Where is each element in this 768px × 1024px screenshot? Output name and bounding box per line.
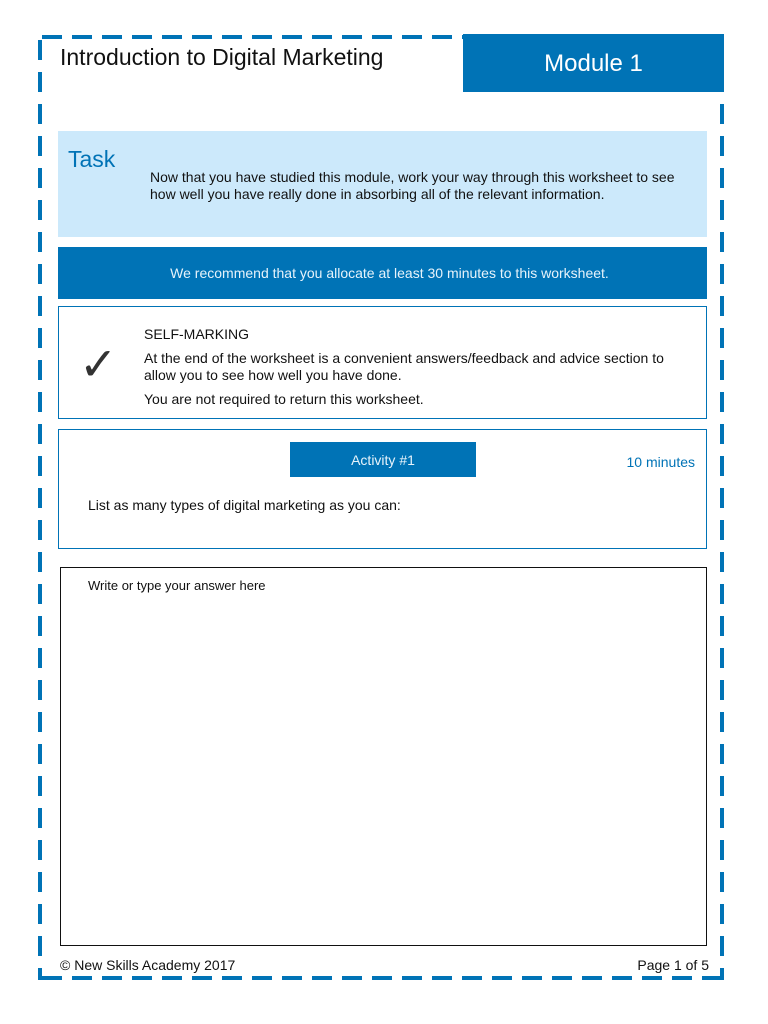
activity-label-text: Activity #1 bbox=[351, 451, 415, 468]
dashed-border-left bbox=[38, 40, 42, 980]
activity-panel bbox=[58, 429, 707, 549]
dashed-border-top bbox=[42, 35, 464, 39]
activity-label bbox=[290, 442, 476, 477]
recommendation-banner bbox=[58, 247, 707, 299]
self-marking-heading: SELF-MARKING bbox=[144, 326, 250, 342]
self-marking-text: At the end of the worksheet is a convenient answers/feedback and advice section to allow you to see how well you have done. bbox=[144, 350, 664, 383]
activity-time: 10 minutes bbox=[626, 454, 695, 470]
dashed-border-bottom bbox=[42, 976, 722, 980]
module-label: Module 1 bbox=[544, 50, 643, 77]
answer-placeholder: Write or type your answer here bbox=[88, 578, 266, 593]
footer-copyright: © New Skills Academy 2017 bbox=[60, 957, 236, 973]
module-badge bbox=[463, 34, 724, 92]
footer-page-number: Page 1 of 5 bbox=[637, 957, 709, 973]
self-marking-panel bbox=[58, 306, 707, 419]
answer-field[interactable] bbox=[60, 567, 707, 946]
task-panel bbox=[58, 131, 707, 237]
document-title: Introduction to Digital Marketing bbox=[60, 44, 384, 70]
checkmark-icon: ✓ bbox=[79, 337, 118, 391]
task-heading: Task bbox=[68, 146, 116, 172]
task-text: Now that you have studied this module, work your way through this worksheet to see how well you have really done in absorbing all of the relevant information. bbox=[150, 169, 675, 202]
activity-prompt: List as many types of digital marketing as you can: bbox=[88, 497, 401, 513]
recommendation-text: We recommend that you allocate at least 30 minutes to this worksheet. bbox=[170, 265, 609, 281]
self-marking-note: You are not required to return this worksheet. bbox=[144, 391, 424, 407]
dashed-border-right bbox=[720, 104, 724, 980]
